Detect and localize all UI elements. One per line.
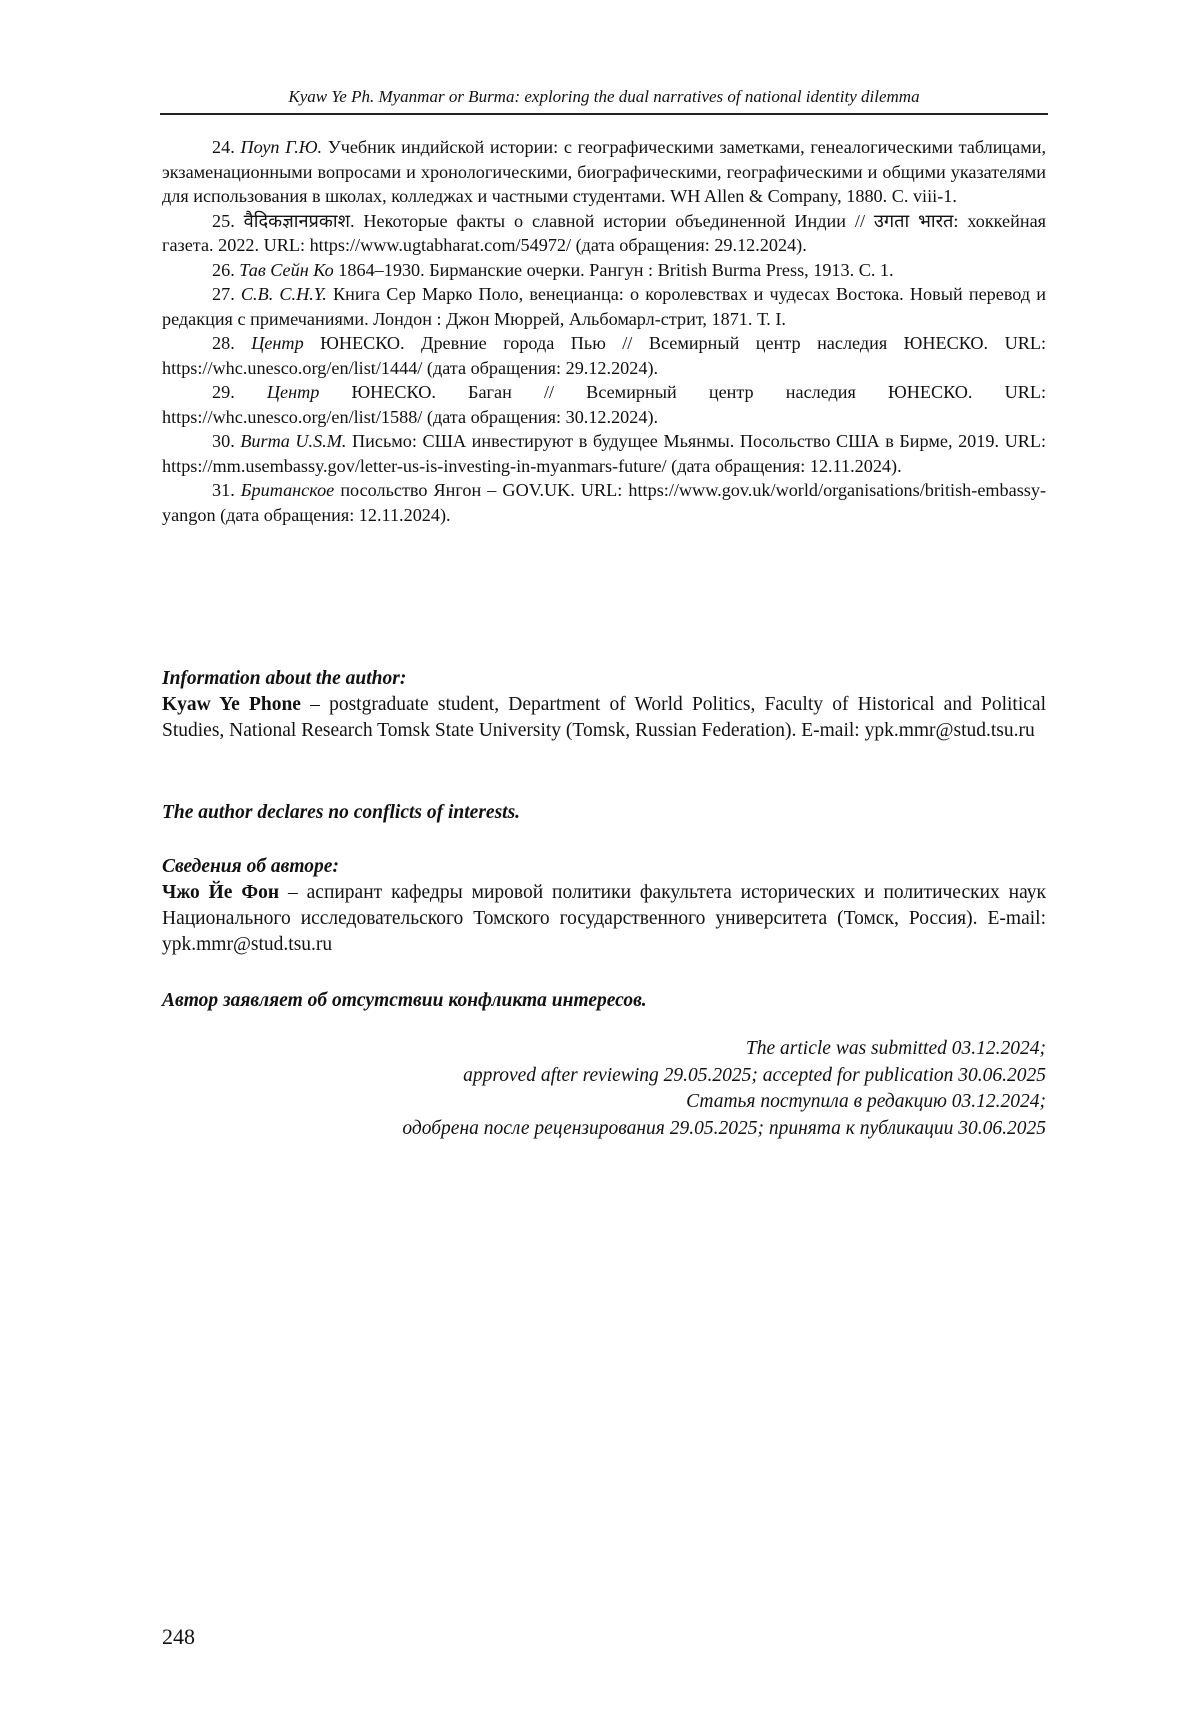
reference-author: Британское	[240, 480, 335, 500]
author-name: Чжо Йе Фон	[162, 882, 280, 903]
reference-number: 28.	[212, 333, 235, 353]
running-header: Kyaw Ye Ph. Myanmar or Burma: exploring the dual narratives of national identity dilemma	[288, 87, 920, 106]
date-line: одобрена после рецензирования 29.05.2025; принята к публикации 30.06.2025	[402, 1117, 1046, 1139]
conflict-statement-ru	[162, 988, 1046, 1014]
reference-author: С.В. С.Н.Y.	[240, 284, 327, 304]
date-line: approved after reviewing 29.05.2025; accepted for publication 30.06.2025	[463, 1064, 1046, 1086]
conflict-statement-en	[162, 800, 1046, 826]
reference-text: ЮНЕСКО. Древние города Пью // Всемирный центр наследия ЮНЕСКО. URL: https://whc.unesco.org/en/list/1444/ (дата обращения: 29.12.2024).	[162, 333, 1047, 378]
conflict-text: The author declares no conflicts of interests.	[162, 802, 521, 823]
reference-item	[162, 258, 1046, 283]
reference-number: 26.	[212, 259, 235, 280]
reference-author: Поуп Г.Ю.	[240, 137, 323, 157]
reference-item	[162, 209, 1046, 258]
reference-author: Burma U.S.M.	[240, 431, 347, 451]
reference-text: Книга Сер Марко Поло, венецианца: о королевствах и чудесах Востока. Новый перевод и редакция с примечаниями. Лондон : Джон Мюррей, Альбомарл-стрит, 1871. Т. I.	[162, 284, 1047, 329]
reference-list	[162, 135, 1046, 527]
reference-author: वैदिकज्ञानप्रकाश.	[243, 210, 355, 231]
reference-item	[162, 331, 1046, 380]
author-info-ru	[162, 854, 1046, 958]
reference-author: Центр	[266, 382, 320, 402]
author-description: – аспирант кафедры мировой политики факультета исторических и политических наук Национального исследовательского Томского государственного университета (Томск, Россия). E-mail: ypk.mmr@stud.tsu.ru	[162, 882, 1046, 955]
reference-number: 31.	[212, 480, 235, 500]
author-info-body	[162, 692, 1046, 744]
reference-text: посольство Янгон – GOV.UK. URL: https://www.gov.uk/world/organisations/british-embassy-yangon (дата обращения: 12.11.2024).	[162, 480, 1047, 525]
reference-item	[162, 429, 1046, 478]
reference-text: Некоторые факты о славной истории объединенной Индии // उगता भारत: хоккейная газета. 2022. URL: https://www.ugtabharat.com/54972/ (дата обращения: 29.12.2024).	[162, 210, 1047, 255]
conflict-text: Автор заявляет об отсутствии конфликта интересов.	[162, 990, 647, 1011]
page-number: 248	[162, 1624, 195, 1649]
author-info-title: Information about the author:	[162, 668, 407, 689]
date-line: The article was submitted 03.12.2024;	[745, 1038, 1046, 1059]
reference-text: Письмо: США инвестируют в будущее Мьянмы. Посольство США в Бирме, 2019. URL: https://mm.usembassy.gov/letter-us-is-investing-in-myanmars-future/ (дата обращения: 12.11.2024).	[162, 431, 1046, 476]
reference-item	[162, 380, 1046, 429]
reference-item	[162, 282, 1046, 331]
reference-text: 1864–1930. Бирманские очерки. Рангун : British Burma Press, 1913. С. 1.	[338, 259, 894, 280]
reference-author: Тав Сейн Ко	[239, 259, 334, 280]
author-name: Kyaw Ye Phone	[162, 694, 301, 715]
header-rule	[160, 113, 1048, 115]
author-info-body	[162, 880, 1046, 958]
author-info-title: Сведения об авторе:	[162, 856, 339, 877]
reference-number: 29.	[212, 382, 235, 402]
date-line: Статья поступила в редакцию 03.12.2024;	[686, 1091, 1046, 1112]
reference-number: 27.	[212, 284, 235, 304]
reference-number: 25.	[212, 210, 235, 231]
reference-number: 24.	[212, 137, 235, 157]
submission-dates	[162, 1036, 1046, 1142]
reference-text: ЮНЕСКО. Баган // Всемирный центр наследия ЮНЕСКО. URL: https://whc.unesco.org/en/list/1588/ (дата обращения: 30.12.2024).	[162, 382, 1047, 427]
reference-number: 30.	[212, 431, 235, 451]
reference-author: Центр	[251, 333, 304, 353]
author-info-en	[162, 666, 1046, 744]
reference-item	[162, 478, 1046, 527]
reference-text: Учебник индийской истории: с географическими заметками, генеалогическими таблицами, экзаменационными вопросами и хронологическими, биографическими, географическими и общими указателями для использования в школах, колледжах и частными студентами. WH Allen & Company, 1880. С. viii-1.	[162, 137, 1047, 206]
reference-item	[162, 135, 1046, 209]
author-description: – postgraduate student, Department of World Politics, Faculty of Historical and Political Studies, National Research Tomsk State University (Tomsk, Russian Federation). E-mail: ypk.mmr@stud.tsu.ru	[162, 694, 1046, 741]
